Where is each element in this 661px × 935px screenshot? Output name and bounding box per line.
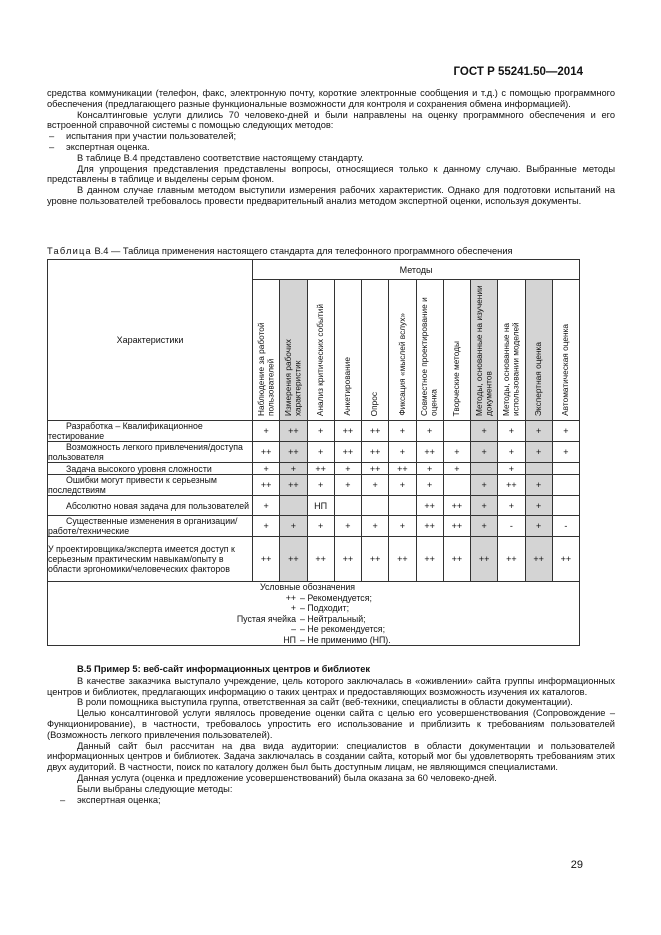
table-cell: + (471, 442, 498, 463)
table-cell: + (253, 516, 280, 537)
row-label: Задача высокого уровня сложности (48, 463, 253, 475)
table-cell: + (471, 516, 498, 537)
table-cell: + (253, 463, 280, 475)
table-cell (362, 496, 389, 516)
table-cell: + (498, 496, 525, 516)
paragraph: В качестве заказчика выступало учреждение, цель которого заключалась в «оживлении» сайта группы информационных центров и библиотек, предлагающих информацию о таких центрах и предоставляющих возможность изучения их каталогов. (47, 675, 615, 697)
table-cell: ++ (389, 463, 416, 475)
table-cell: + (443, 463, 470, 475)
table-cell: ++ (443, 537, 470, 582)
table-cell: + (280, 463, 307, 475)
table-cell: + (334, 463, 361, 475)
table-cell: ++ (498, 537, 525, 582)
table-cell: + (334, 516, 361, 537)
table-cell (443, 475, 470, 496)
legend-row (48, 582, 580, 646)
table-cell: ++ (307, 463, 334, 475)
row-label: Существенные изменения в организации/работе/технические (48, 516, 253, 537)
method-header (552, 280, 579, 421)
row-label: Ошибки могут привести к серьезным последствиям (48, 475, 253, 496)
table-cell: + (253, 496, 280, 516)
table-cell: + (552, 442, 579, 463)
legend-item (48, 614, 579, 624)
method-header (525, 280, 552, 421)
table-cell: + (389, 421, 416, 442)
paragraph: Целью консалтинговой услуги являлось проведение оценки сайта с целью его усовершенствования (Сопровождение – Функционирование), в частности, требовалось упростить его использование и приблизить к требованиям пользователей (Возможность легкого привлечения пользователей). (47, 708, 615, 740)
table-cell: ++ (334, 537, 361, 582)
table-cell (471, 463, 498, 475)
table-cell: + (307, 475, 334, 496)
table-cell: + (416, 475, 443, 496)
row-label: У проектировщика/эксперта имеется доступ к серьезным практическим навыкам/опыту в области эргономики/человеческих факторов (48, 537, 253, 582)
table-cell: + (416, 463, 443, 475)
page-number: 29 (570, 859, 583, 871)
methods-header: Методы (253, 260, 580, 280)
table-cell: + (362, 516, 389, 537)
table-cell: + (471, 421, 498, 442)
intro-text (47, 88, 615, 207)
table-cell (552, 475, 579, 496)
paragraph: В таблице В.4 представлено соответствие настоящему стандарту. (77, 152, 364, 163)
method-label: Наблюдение за работой пользователей (255, 322, 276, 416)
table-cell: ++ (362, 537, 389, 582)
table-caption-text: В.4 — Таблица применения настоящего стандарта для телефонного программного обеспечения (94, 246, 513, 256)
table-row (48, 516, 580, 537)
table-cell: ++ (307, 537, 334, 582)
method-label: Автоматическая оценка (560, 324, 571, 416)
table-cell: + (253, 421, 280, 442)
table-cell: + (362, 475, 389, 496)
table-cell: + (498, 421, 525, 442)
table-row (48, 463, 580, 475)
table-cell (525, 463, 552, 475)
method-header (416, 280, 443, 421)
table-cell: + (471, 475, 498, 496)
row-label: Разработка – Квалификационное тестирование (48, 421, 253, 442)
table-cell: ++ (525, 537, 552, 582)
paragraph: Для упрощения представления представлены вопросы, относящиеся только к данному случаю. Выбранные методы представлены в таблице и выделены серым фоном. (47, 163, 615, 185)
method-label: Измерения рабочих характеристик (282, 339, 303, 416)
table-cell: + (389, 516, 416, 537)
table-cell: ++ (280, 442, 307, 463)
table-cell: ++ (416, 516, 443, 537)
table-cell (443, 421, 470, 442)
table-cell: + (280, 516, 307, 537)
table-cell: + (525, 516, 552, 537)
method-label: Фиксация «мыслей вслух» (396, 313, 407, 416)
characteristics-header: Характеристики (48, 260, 253, 421)
method-header (307, 280, 334, 421)
method-header (471, 280, 498, 421)
list-item: – экспертная оценка. (47, 142, 615, 153)
section-title: В.5 Пример 5: веб-сайт информационных центров и библиотек (77, 664, 371, 674)
table-cell (280, 496, 307, 516)
table-row (48, 537, 580, 582)
method-label: Экспертная оценка (532, 341, 543, 416)
table-cell (552, 496, 579, 516)
method-label: Анкетирование (342, 357, 353, 416)
table-row (48, 421, 580, 442)
table-cell: + (334, 475, 361, 496)
table-cell: + (525, 421, 552, 442)
method-header (362, 280, 389, 421)
table-cell: ++ (416, 442, 443, 463)
table-cell: + (525, 496, 552, 516)
method-label: Методы, основанные на изучении документов (473, 285, 494, 416)
table-caption (47, 246, 615, 256)
table-cell: ++ (443, 496, 470, 516)
method-header (498, 280, 525, 421)
table-cell: + (389, 475, 416, 496)
table-cell: ++ (362, 463, 389, 475)
table-cell: ++ (498, 475, 525, 496)
table-cell: + (443, 442, 470, 463)
methods-table (47, 259, 580, 646)
table-cell: ++ (280, 537, 307, 582)
legend-description: – Подходит; (300, 603, 350, 614)
legend-item (48, 593, 579, 603)
table-cell: - (498, 516, 525, 537)
paragraph: Данная услуга (оценка и предложение усовершенствований) была оказана за 60 человеко-дней. (77, 772, 497, 783)
table-caption-prefix: Таблица (47, 246, 92, 256)
table-cell: ++ (552, 537, 579, 582)
method-header (334, 280, 361, 421)
paragraph: В роли помощника выступила группа, ответственная за сайт (веб-техники, специалисты в области документации). (77, 697, 573, 708)
table-cell: ++ (334, 421, 361, 442)
method-header (389, 280, 416, 421)
paragraph: В данном случае главным методом выступили измерения рабочих характеристик. Однако для подготовки испытаний на уровне пользователей требовалось провести предварительный анализ методом экспертной оценки, используя документы. (47, 185, 615, 206)
section-b5 (47, 664, 615, 805)
table-cell: ++ (362, 442, 389, 463)
table-cell: ++ (362, 421, 389, 442)
table-cell: ++ (253, 537, 280, 582)
legend (48, 582, 580, 646)
legend-description: – Не применимо (НП). (300, 634, 391, 645)
table-cell (389, 496, 416, 516)
table-cell: ++ (253, 442, 280, 463)
table-cell: - (552, 516, 579, 537)
method-label: Творческие методы (451, 340, 462, 416)
legend-title: Условные обозначения (260, 582, 356, 592)
table-cell: ++ (334, 442, 361, 463)
table-cell: ++ (416, 537, 443, 582)
legend-symbol: Пустая ячейка (236, 613, 296, 624)
table-cell: + (552, 421, 579, 442)
table-cell (552, 463, 579, 475)
table-cell: + (525, 442, 552, 463)
table-cell: ++ (416, 496, 443, 516)
legend-description: – Рекомендуется; (300, 593, 372, 603)
method-label: Методы, основанные на использовании моделей (500, 322, 521, 416)
paragraph: средства коммуникации (телефон, факс, электронную почту, короткие электронные сообщения и т.д.) с помощью программного обеспечения (предлагающего разные функциональные возможности для контроля и сохранения обмена информацией). (47, 88, 615, 109)
method-header (280, 280, 307, 421)
table-cell: + (498, 463, 525, 475)
method-label: Совместное проектирование и оценка (419, 297, 439, 416)
table-cell: + (525, 475, 552, 496)
legend-symbol: – (291, 624, 296, 635)
legend-item (48, 624, 579, 634)
legend-description: – Нейтральный; (300, 613, 366, 624)
legend-description: – Не рекомендуется; (300, 624, 386, 635)
legend-symbol: НП (283, 634, 296, 645)
table-row (48, 442, 580, 463)
table-cell: + (307, 516, 334, 537)
document-code: ГОСТ Р 55241.50—2014 (453, 66, 583, 78)
table-cell: НП (307, 496, 334, 516)
table-cell: + (416, 421, 443, 442)
table-row (48, 475, 580, 496)
table-cell: + (389, 442, 416, 463)
method-label: Анализ критических событий (314, 303, 325, 416)
table-cell: + (307, 421, 334, 442)
table-cell: + (498, 442, 525, 463)
table-cell: ++ (253, 475, 280, 496)
table-cell: ++ (280, 421, 307, 442)
paragraph: Консалтинговые услуги длились 70 человеко-дней и были направлены на оценку программного обеспечения и его встроенной справочной системы с помощью следующих методов: (47, 109, 615, 131)
legend-symbol: + (290, 603, 296, 614)
legend-symbol: ++ (285, 593, 296, 603)
table-cell: + (307, 442, 334, 463)
table-cell: ++ (443, 516, 470, 537)
legend-item (48, 603, 579, 613)
table-cell: + (471, 496, 498, 516)
table-cell: ++ (389, 537, 416, 582)
legend-item (48, 635, 579, 645)
method-header (443, 280, 470, 421)
list-item: – экспертная оценка; (58, 795, 615, 806)
table-cell: ++ (471, 537, 498, 582)
method-label: Опрос (369, 391, 380, 416)
row-label: Абсолютно новая задача для пользователей (48, 496, 253, 516)
table-cell: ++ (280, 475, 307, 496)
list-item: – испытания при участии пользователей; (47, 131, 615, 142)
table-row (48, 496, 580, 516)
table-cell (334, 496, 361, 516)
paragraph: Данный сайт был рассчитан на два вида аудитории: специалистов в области документации и пользователей информационных центров и библиотек. Задача заключалась в создании сайта, который мог бы удовлетворять требованиям этих двух аудиторий. В частности, поиск по каталогу должен был быть доступным лицам, не являющимся специалистами. (47, 740, 615, 773)
paragraph: Были выбраны следующие методы: (77, 783, 233, 794)
row-label: Возможность легкого привлечения/доступа пользователя (48, 442, 253, 463)
method-header (253, 280, 280, 421)
